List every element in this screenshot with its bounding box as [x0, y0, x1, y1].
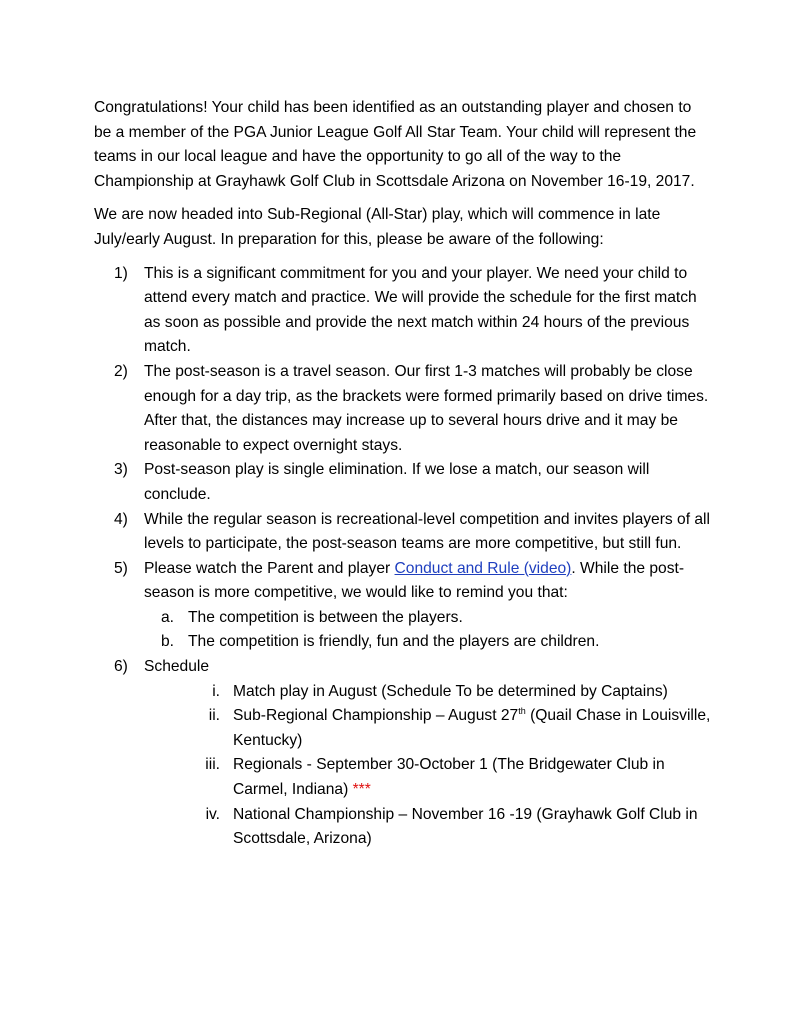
- list-item-number: 3): [114, 461, 128, 479]
- sublist-item-text: The competition is friendly, fun and the players are children.: [188, 633, 600, 651]
- list-item-text: Schedule: [144, 658, 210, 676]
- list-item-number: 5): [114, 559, 128, 577]
- list-item-number: 4): [114, 510, 128, 528]
- reminder-sublist: [144, 606, 711, 655]
- intro-paragraph: Congratulations! Your child has been identified as an outstanding player and chosen to be a member of the PGA Junior League Golf All Star Team. Your child will represent the teams in our local league and have the opportunity to go all of the way to the Championship at Grayhawk Golf Club in Scottsdale Arizona on November 16-19, 2017.: [94, 99, 697, 190]
- schedule-item-text: National Championship – November 16 -19 (Grayhawk Golf Club in Scottsdale, Arizona): [233, 805, 698, 848]
- list-item-text-after: . While the post-season is more competitive, we would like to remind you that:: [144, 559, 685, 602]
- schedule-item-numeral: i.: [212, 682, 220, 700]
- schedule-item: [94, 803, 711, 852]
- list-item: [94, 262, 711, 360]
- list-item-text: Post-season play is single elimination. If we lose a match, our season will conclude.: [144, 461, 650, 503]
- list-item-number: 1): [114, 264, 128, 282]
- schedule-item-numeral: iii.: [205, 756, 220, 774]
- schedule-item-text: Match play in August (Schedule To be determined by Captains): [233, 682, 668, 700]
- list-item-number: 2): [114, 362, 128, 380]
- list-item-number: 6): [114, 658, 128, 676]
- schedule-item: [94, 704, 711, 753]
- list-item-text: The post-season is a travel season. Our first 1-3 matches will probably be close enough for a day trip, as the brackets were formed primarily based on drive times. After that, the distances may increase up to several hours drive and it may be reasonable to expect overnight stays.: [144, 362, 709, 454]
- schedule-item-numeral: iv.: [205, 805, 220, 823]
- ordinal-suffix: th: [518, 706, 526, 717]
- schedule-item: [94, 680, 711, 705]
- asterisk-marker: ***: [352, 781, 371, 799]
- schedule-item-text: Regionals - September 30-October 1 (The Bridgewater Club in Carmel, Indiana): [233, 756, 665, 799]
- list-item-text-before: Please watch the Parent and player: [144, 559, 395, 577]
- schedule-list: [144, 680, 711, 852]
- list-item: [94, 458, 711, 507]
- sublist-item: [143, 606, 711, 631]
- conduct-video-link[interactable]: Conduct and Rule (video): [394, 559, 572, 577]
- schedule-item-text-before: Sub-Regional Championship – August 27: [233, 707, 519, 725]
- list-item: [94, 655, 711, 852]
- list-item: [94, 557, 711, 655]
- sublist-item: [143, 630, 711, 655]
- list-item: [94, 360, 711, 458]
- requirements-list: [94, 262, 711, 852]
- sublist-item-text: The competition is between the players.: [188, 608, 463, 626]
- list-item-text: While the regular season is recreational-level competition and invites players of all levels to participate, the post-season teams are more competitive, but still fun.: [144, 510, 710, 553]
- list-item-text: This is a significant commitment for you and your player. We need your child to attend every match and practice. We will provide the schedule for the first match as soon as possible and provide the next match within 24 hours of the previous match.: [144, 264, 697, 356]
- sublist-item-letter: b.: [161, 633, 175, 651]
- lead-paragraph: We are now headed into Sub-Regional (All-Star) play, which will commence in late July/early August. In preparation for this, please be aware of the following:: [94, 206, 661, 248]
- sublist-item-letter: a.: [161, 608, 175, 626]
- list-item: [94, 508, 711, 557]
- schedule-item-numeral: ii.: [208, 707, 220, 725]
- schedule-item: [94, 753, 711, 802]
- schedule-item-text-after: (Quail Chase in Louisville, Kentucky): [233, 707, 711, 749]
